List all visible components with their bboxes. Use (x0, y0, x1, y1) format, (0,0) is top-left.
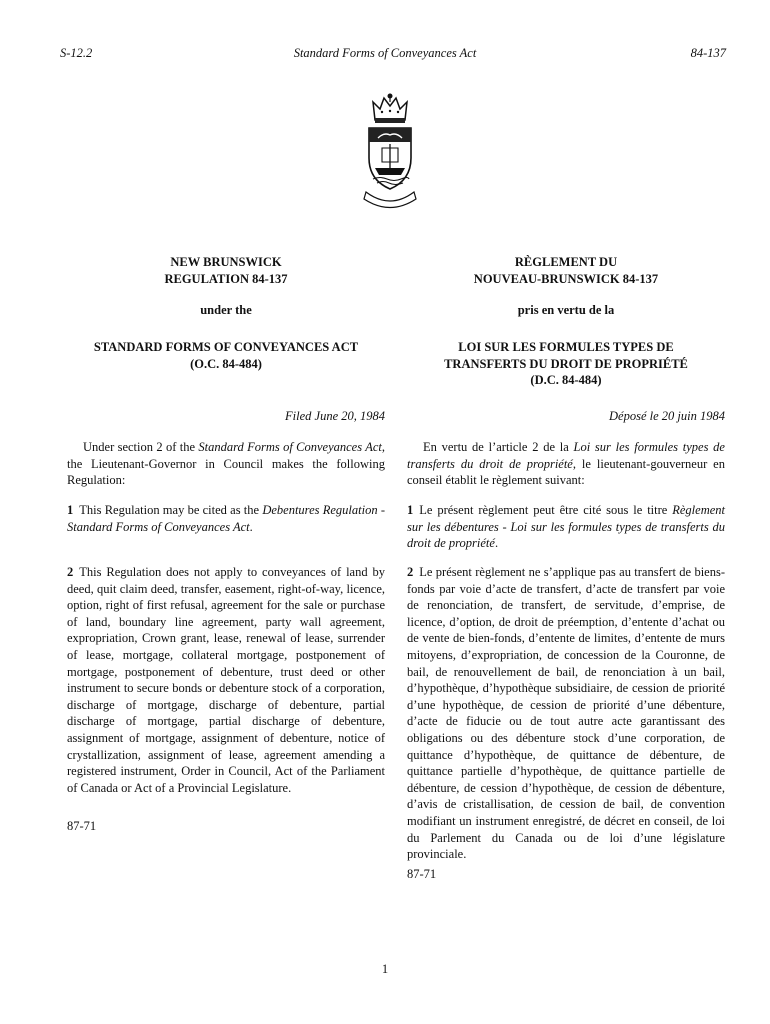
new-brunswick-coat-of-arms-icon (360, 92, 420, 210)
title-line-1-fr: RÈGLEMENT DU (514, 255, 618, 269)
act-line-1-fr: LOI SUR LES FORMULES TYPES DE (458, 340, 674, 354)
under-the-fr: pris en vertu de la (517, 303, 615, 317)
section-1-fr: 1 Le présent règlement peut être cité sous le titre Règlement sur les débentures - Loi sur les formules types de transferts du droit de propriété. (407, 503, 725, 551)
section-2-en: 2 This Regulation does not apply to conveyances of land by deed, quit claim deed, transfer, easement, right-of-way, licence, option, right of first refusal, agreement for the sale or purchase of land, boundary line agreement, party wall agreement, expropriation, Crown grant, lease, renewal of lease, surrender of lease, mortgage, collateral mortgage, postponement of mortgage, postponement of debenture, trust deed or other instrument to secure bonds or debenture stock of a corporation, discharge of mortgage, discharge of debenture, partial discharge of mortgage, partial discharge of debenture, assignment of mortgage, assignment of debenture, notice of crystallization, assignment of lease, agreement amending a registered instrument, Order in Council, Act of the Parliament of Canada or Act of a Provincial Legislature. (67, 565, 385, 795)
amendment-note-fr: 87-71 (407, 867, 437, 881)
act-title-fr (407, 339, 725, 389)
act-line-2-en: (O.C. 84-484) (190, 356, 262, 371)
running-header-regulation: 84-137 (690, 46, 726, 60)
amendment-note-en: 87-71 (67, 819, 97, 833)
section-number: 1 (67, 503, 74, 517)
intro-paragraph-en: Under section 2 of the Standard Forms of Conveyances Act, the Lieutenant-Governor in Council makes the following Regulation: (67, 440, 385, 488)
intro-paragraph-fr: En vertu de l’article 2 de la Loi sur les formules types de transferts du droit de propriété, le lieutenant-gouverneur en conseil établit le règlement suivant: (407, 440, 725, 488)
running-header-chapter: S-12.2 (60, 46, 93, 60)
title-line-2-en: REGULATION 84-137 (164, 271, 288, 286)
running-header-title: Standard Forms of Conveyances Act (293, 46, 477, 60)
regulation-title-en (67, 254, 385, 287)
act-line-2-fr: TRANSFERTS DU DROIT DE PROPRIÉTÉ (444, 356, 688, 371)
title-line-1-en: NEW BRUNSWICK (170, 255, 282, 269)
under-the-en: under the (200, 303, 252, 317)
section-1-en: 1 This Regulation may be cited as the Debentures Regulation - Standard Forms of Conveyances Act. (67, 503, 385, 534)
act-line-1-en: STANDARD FORMS OF CONVEYANCES ACT (93, 340, 359, 354)
act-title-en (67, 339, 385, 372)
filed-date-en: Filed June 20, 1984 (285, 409, 385, 423)
regulation-title-fr (407, 254, 725, 287)
section-number: 2 (407, 565, 414, 579)
filed-date-fr: Déposé le 20 juin 1984 (609, 409, 725, 423)
act-line-3-fr: (D.C. 84-484) (530, 373, 602, 388)
page-number: 1 (381, 962, 389, 976)
section-2-fr: 2 Le présent règlement ne s’applique pas au transfert de biens-fonds par voie d’acte de transfert, d’acte de transfert par voie de renonciation, de transfert, de servitude, d’emprise, de licence, d’option, de droit de préemption, d’entente d’achat ou de vente de bien-fonds, d’entente de limites, d’entente de murs mitoyens, d’expropriation, de concession de la Couronne, de bail, de renouvellement de bail, de renonciation à un bail, d’hypothèque, d’hypothèque subsidiaire, de cession de priorité d’une hypothèque, de cession de priorité d’une débenture, d’acte de fiducie ou de tout autre acte garantissant des obligations ou des débenture stock d’une corporation, de quittance d’hypothèque, de quittance de débenture, de quittance partielle d’hypothèque, de quittance partielle de débenture, de cession d’hypothèque, de cession de débenture, d’avis de cristallisation, de cession de bail, de convention modifiant un instrument enregistré, de décret en conseil, de loi du Parlement du Canada ou de loi d’une législature provinciale. (407, 565, 725, 862)
title-line-2-fr: NOUVEAU-BRUNSWICK 84-137 (473, 271, 659, 286)
section-number: 2 (67, 565, 74, 579)
section-number: 1 (407, 503, 414, 517)
